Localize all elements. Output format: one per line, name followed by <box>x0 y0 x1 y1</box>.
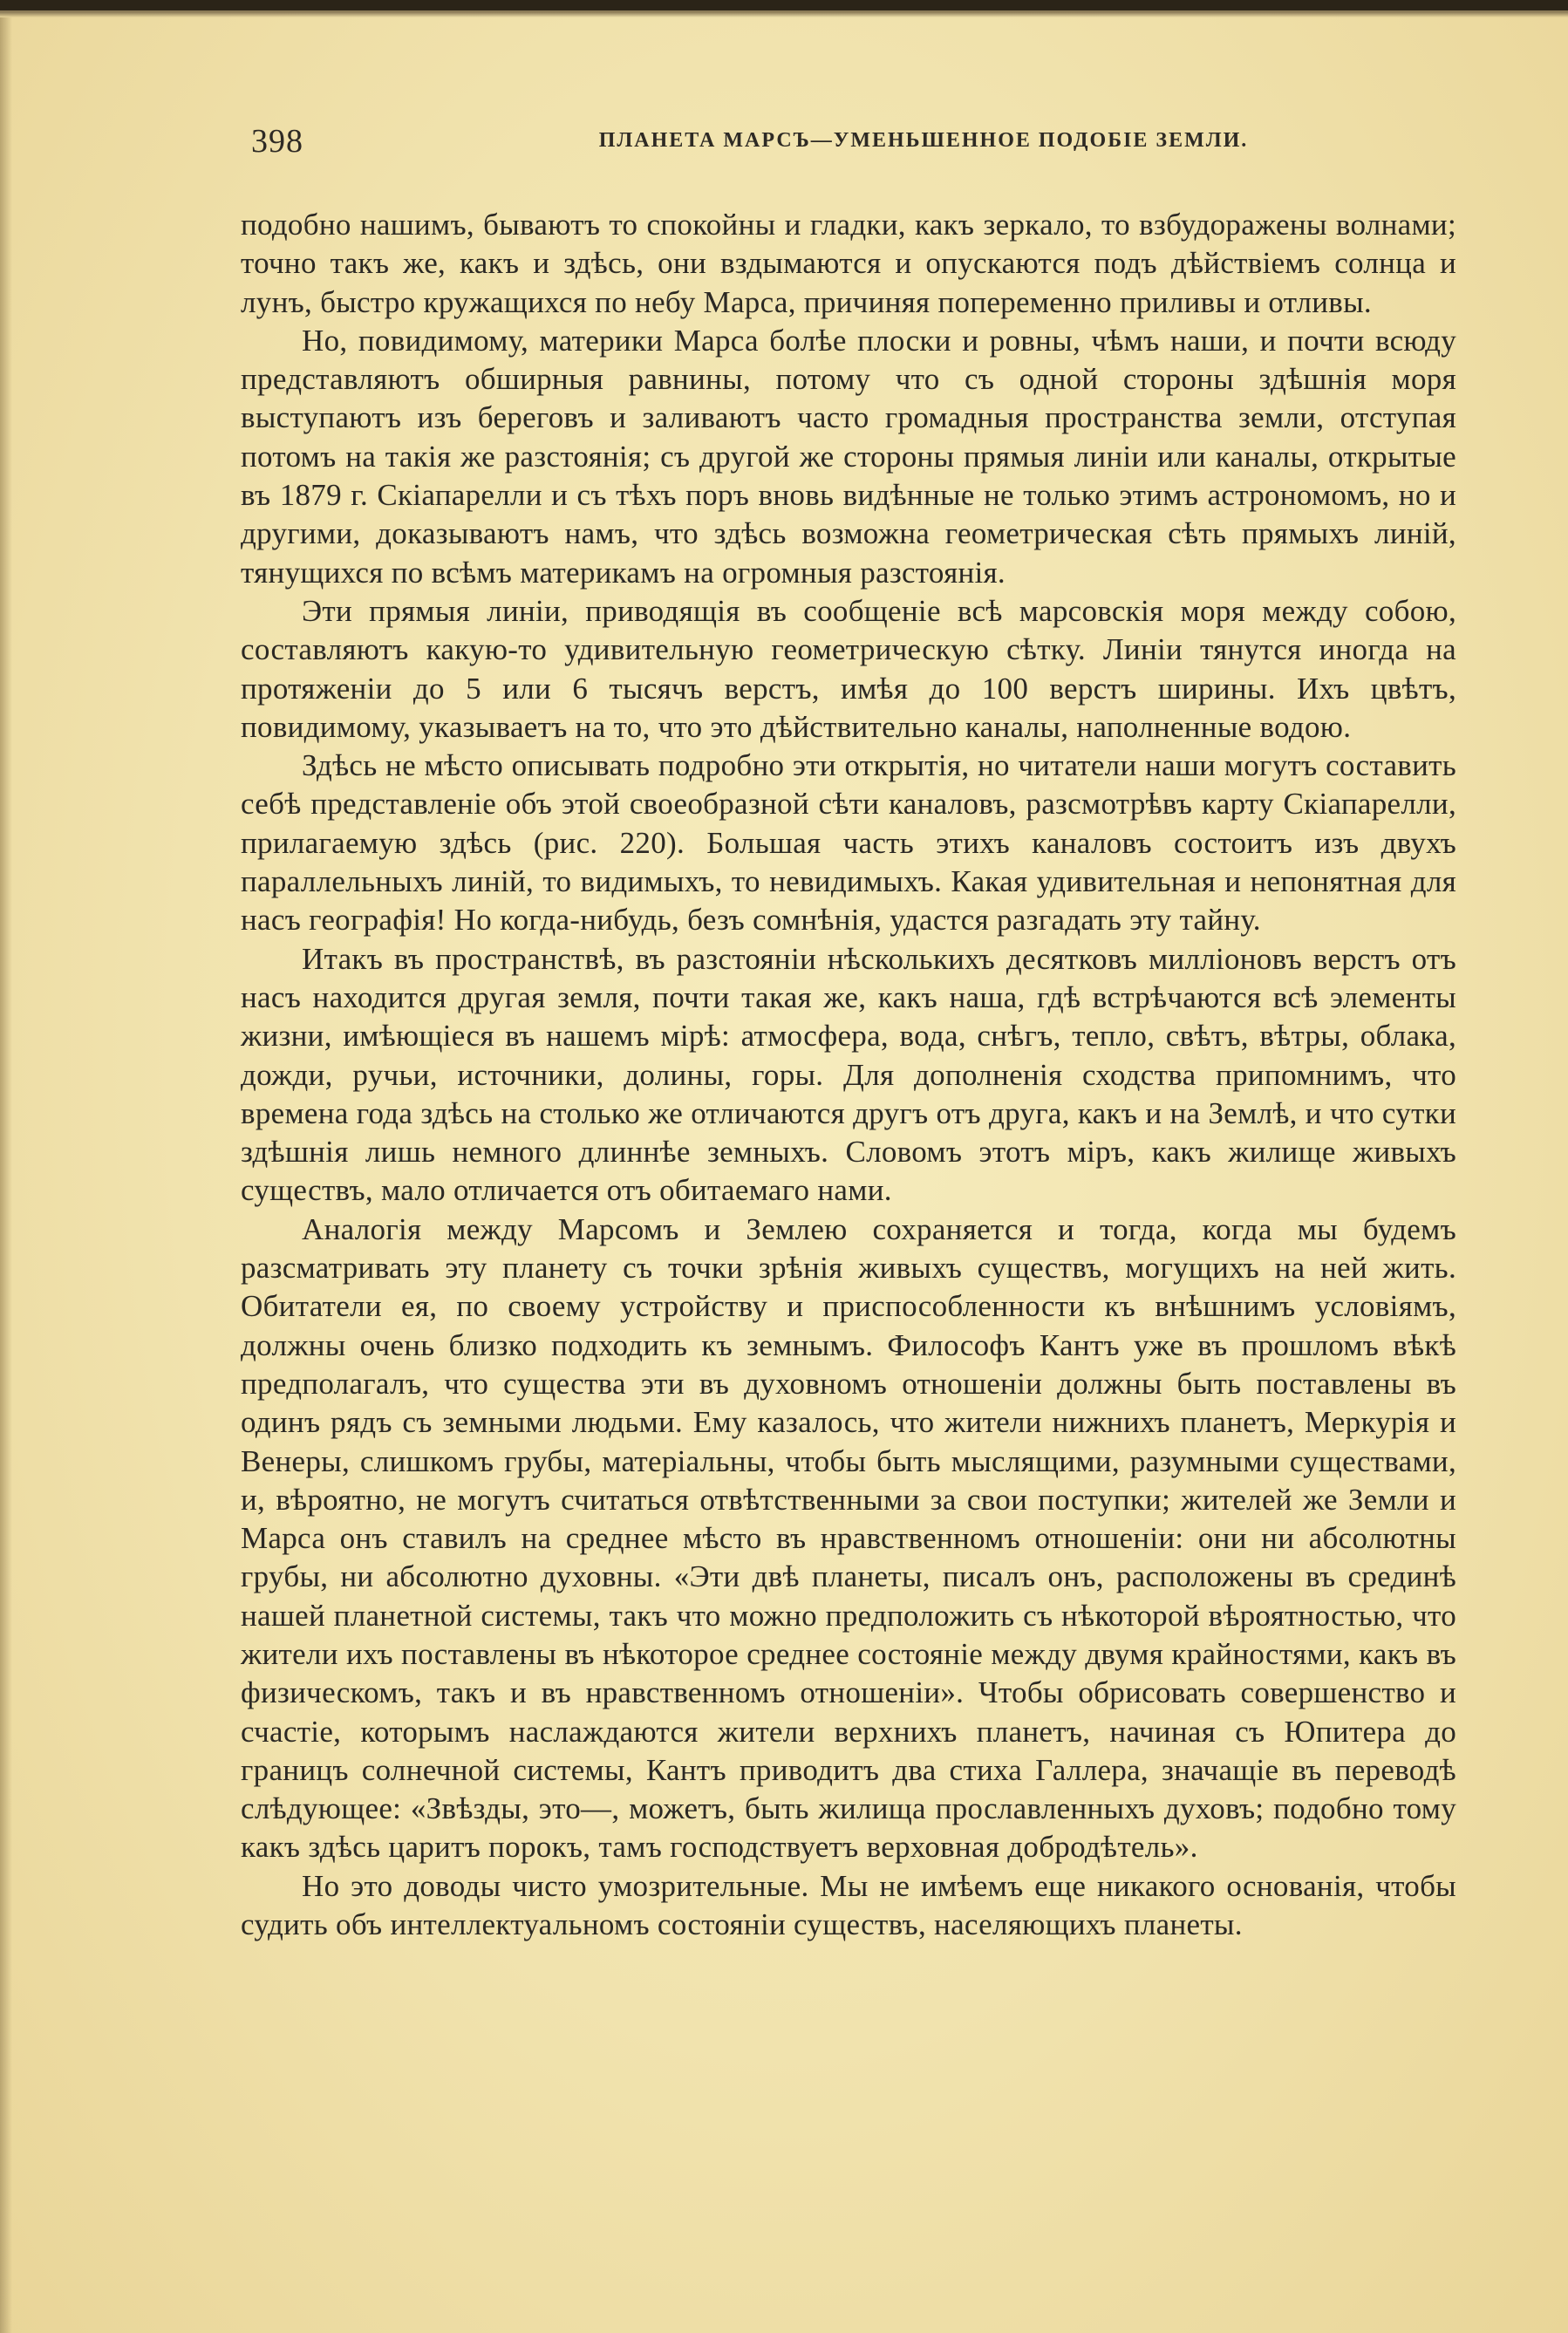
paragraph-4: Здѣсь не мѣсто описывать подробно эти открытія, но читатели наши могутъ составить себѣ представленіе объ этой своеобразной сѣти каналовъ, разсмотрѣвъ карту Скіапарелли, прилагаемую здѣсь (рис. 220). Большая часть этихъ каналовъ состоитъ изъ двухъ параллельныхъ линій, то видимыхъ, то невидимыхъ. Какая удивительная и непонятная для насъ географія! Но когда-нибудь, безъ сомнѣнія, удастся разгадать эту тайну. <box>241 748 1456 938</box>
scan-left-edge <box>0 17 12 2333</box>
scan-top-edge <box>0 0 1568 17</box>
paragraph-1: подобно нашимъ, бываютъ то спокойны и гладки, какъ зеркало, то взбудоражены волнами; точно такъ же, какъ и здѣсь, они вздымаются и опускаются подъ дѣйствіемъ солнца и лунъ, быстро кружащихся по небу Марса, причиняя попеременно приливы и отливы. <box>241 208 1456 319</box>
paragraph-6: Аналогія между Марсомъ и Землею сохраняется и тогда, когда мы будемъ разсматривать эту планету съ точки зрѣнія живыхъ существъ, могущихъ на ней жить. Обитатели ея, по своему устройству и приспособленности къ внѣшнимъ условіямъ, должны очень близко подходить къ земнымъ. Философъ Кантъ уже въ прошломъ вѣкѣ предполагалъ, что существа эти въ духовномъ отношеніи должны быть поставлены въ одинъ рядъ съ земными людьми. Ему казалось, что жители нижнихъ планетъ, Меркурія и Венеры, слишкомъ грубы, матеріальны, чтобы быть мыслящими, разумными существами, и, вѣроятно, не могутъ считаться отвѣтственными за свои поступки; жителей же Земли и Марса онъ ставилъ на среднее мѣсто въ нравственномъ отношеніи: они ни абсолютны грубы, ни абсолютно духовны. «Эти двѣ планеты, писалъ онъ, расположены въ срединѣ нашей планетной системы, такъ что можно предположить съ нѣкоторой вѣроятностью, что жители ихъ поставлены въ нѣкоторое среднее состояніе между двумя крайностями, какъ въ физическомъ, такъ и въ нравственномъ отношеніи». Чтобы обрисовать совершенство и счастіе, которымъ наслаждаются жители верхнихъ планетъ, начиная съ Юпитера до границъ солнечной системы, Кантъ приводитъ два стиха Галлера, значащіе въ переводѣ слѣдующее: «Звѣзды, это—, можетъ, быть жилища прославленныхъ духовъ; подобно тому какъ здѣсь царитъ порокъ, тамъ господствуетъ верховная добродѣтель». <box>241 1211 1456 1865</box>
body-text <box>241 206 1456 1944</box>
running-title: ПЛАНЕТА МАРСЪ—УМЕНЬШЕННОЕ ПОДОБІЕ ЗЕМЛИ. <box>598 129 1249 152</box>
page-number: 398 <box>251 123 303 160</box>
page-header <box>251 122 1456 171</box>
paragraph-5: Итакъ въ пространствѣ, въ разстояніи нѣсколькихъ десятковъ милліоновъ верстъ отъ насъ находится другая земля, почти такая же, какъ наша, гдѣ встрѣчаются всѣ элементы жизни, имѣющіеся въ нашемъ мірѣ: атмосфера, вода, снѣгъ, тепло, свѣтъ, вѣтры, облака, дожди, ручьи, источники, долины, горы. Для дополненія сходства припомнимъ, что времена года здѣсь на столько же отличаются другъ отъ друга, какъ и на Землѣ, и что сутки здѣшнія лишь немного длиннѣе земныхъ. Словомъ этотъ міръ, какъ жилище живыхъ существъ, мало отличается отъ обитаемаго нами. <box>241 941 1456 1208</box>
paragraph-2: Но, повидимому, материки Марса болѣе плоски и ровны, чѣмъ наши, и почти всюду представляютъ обширныя равнины, потому что съ одной стороны здѣшнія моря выступаютъ изъ береговъ и заливаютъ часто громадныя пространства земли, отступая потомъ на такія же разстоянія; съ другой же стороны прямыя линіи или каналы, открытые въ 1879 г. Скіапарелли и съ тѣхъ поръ вновь видѣнные не только этимъ астрономомъ, но и другими, доказываютъ намъ, что здѣсь возможна геометрическая сѣть прямыхъ линій, тянущихся по всѣмъ материкамъ на огромныя разстоянія. <box>241 323 1456 590</box>
paragraph-7: Но это доводы чисто умозрительные. Мы не имѣемъ еще никакого основанія, чтобы судить объ интеллектуальномъ состояніи существъ, населяющихъ планеты. <box>241 1868 1456 1942</box>
paragraph-3: Эти прямыя линіи, приводящія въ сообщеніе всѣ марсовскія моря между собою, составляютъ какую-то удивительную геометрическую сѣтку. Линіи тянутся иногда на протяженіи до 5 или 6 тысячъ верстъ, имѣя до 100 верстъ ширины. Ихъ цвѣтъ, повидимому, указываетъ на то, что это дѣйствительно каналы, наполненные водою. <box>241 593 1456 744</box>
